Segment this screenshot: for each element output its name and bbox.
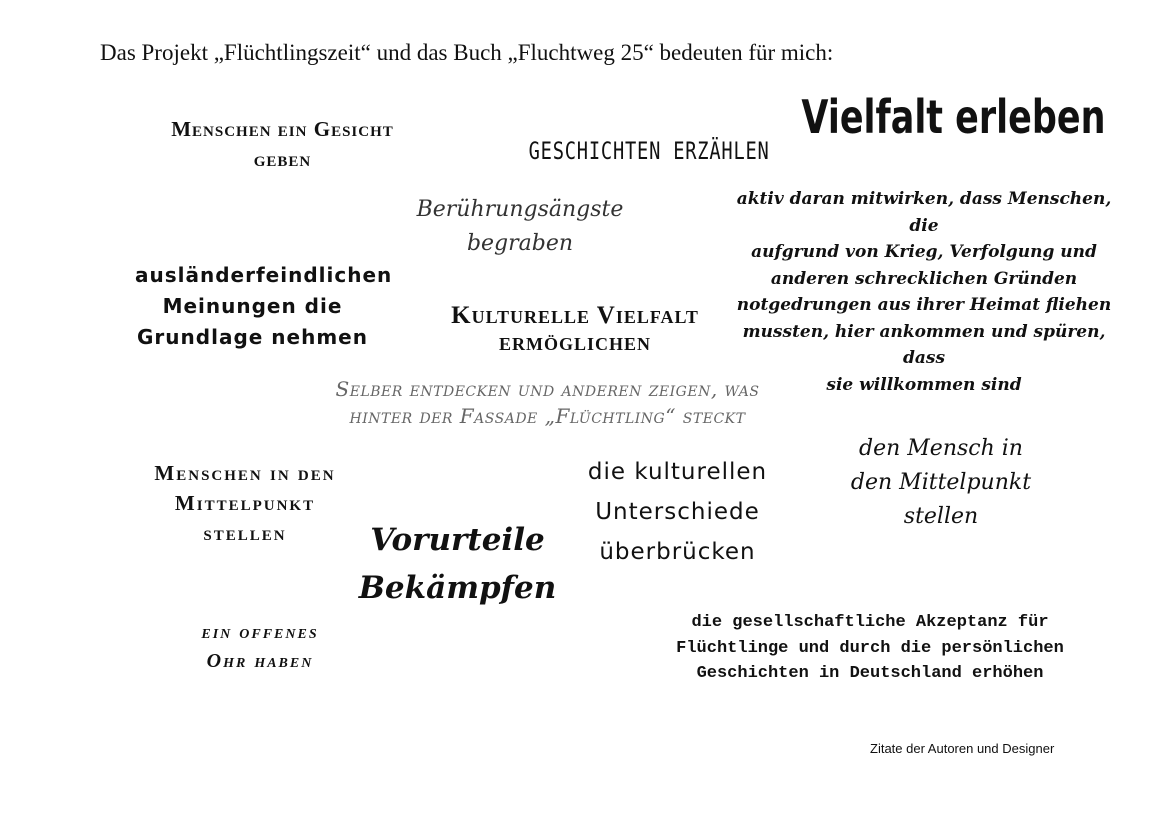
quote-gesellschaftliche-akzeptanz	[640, 610, 1100, 687]
quote-line: ermöglichen	[498, 329, 651, 356]
quote-line: stellen	[203, 521, 287, 545]
quote-line: Selber entdecken und anderen zeigen, was	[335, 377, 760, 401]
quote-line: Menschen ein Gesicht	[171, 117, 394, 141]
quote-menschen-in-den-mittelpunkt	[125, 458, 365, 548]
quote-kulturelle-vielfalt	[425, 302, 725, 356]
quote-line: ein offenes	[201, 621, 319, 643]
quote-geschichten-erzaehlen: GESCHICHTEN ERZÄHLEN	[528, 137, 770, 165]
quote-line: ausländerfeindlichen	[135, 263, 393, 287]
quote-auslaenderfeindlichen	[135, 260, 393, 353]
quote-line: Geschichten in Deutschland erhöhen	[696, 664, 1044, 683]
quote-line: die kulturellen	[587, 459, 768, 485]
quote-line: Berührungsängste	[416, 197, 624, 222]
quote-line: den Mensch in	[859, 436, 1023, 461]
quote-line: Vorurteile	[370, 522, 545, 558]
quote-selber-entdecken	[250, 376, 845, 430]
quote-line: mussten, hier ankommen und spüren, dass	[742, 321, 1106, 368]
quote-offenes-ohr	[150, 618, 370, 676]
quote-line: hinter der Fassade „Flüchtling“ steckt	[349, 404, 746, 428]
quote-kulturelle-unterschiede	[560, 452, 795, 572]
quote-vorurteile-bekaempfen	[345, 516, 570, 612]
quote-line: anderen schrecklichen Gründen	[770, 268, 1078, 289]
quote-line: Meinungen die	[162, 294, 343, 318]
quote-line: notgedrungen aus ihrer Heimat fliehen	[736, 295, 1112, 315]
quote-menschen-ein-gesicht-geben	[140, 114, 425, 174]
quote-line: den Mittelpunkt	[850, 470, 1032, 495]
quote-line: Grundlage nehmen	[137, 325, 368, 349]
heading: Das Projekt „Flüchtlingszeit“ und das Buch „Fluchtweg 25“ bedeuten für mich:	[100, 40, 834, 65]
quote-line: Bekämpfen	[358, 570, 557, 606]
quote-line: sie willkommen sind	[826, 374, 1022, 395]
quote-vielfalt-erleben: Vielfalt erleben	[801, 90, 1106, 144]
quote-line: die gesellschaftliche Akzeptanz für	[691, 613, 1049, 632]
quote-line: Mittelpunkt	[174, 491, 316, 515]
quote-line: überbrücken	[599, 539, 756, 565]
quote-line: Menschen in den	[154, 461, 336, 485]
quote-line: Flüchtlinge und durch die persönlichen	[676, 638, 1064, 658]
quote-line: Unterschiede	[595, 499, 760, 525]
quote-den-mensch-in-den-mittelpunkt	[825, 432, 1057, 534]
quote-line: Kulturelle Vielfalt	[451, 302, 699, 329]
quote-line: aufgrund von Krieg, Verfolgung und	[751, 242, 1097, 262]
quote-line: begraben	[466, 231, 574, 256]
quote-aktiv-mitwirken	[735, 186, 1113, 398]
quote-line: geben	[253, 147, 312, 171]
caption: Zitate der Autoren und Designer	[870, 741, 1055, 756]
quote-beruehrungsaengste	[395, 193, 645, 261]
quote-line: Ohr haben	[206, 650, 314, 672]
quote-line: aktiv daran mitwirken, dass Menschen, die	[736, 189, 1112, 236]
quote-line: stellen	[903, 504, 979, 529]
